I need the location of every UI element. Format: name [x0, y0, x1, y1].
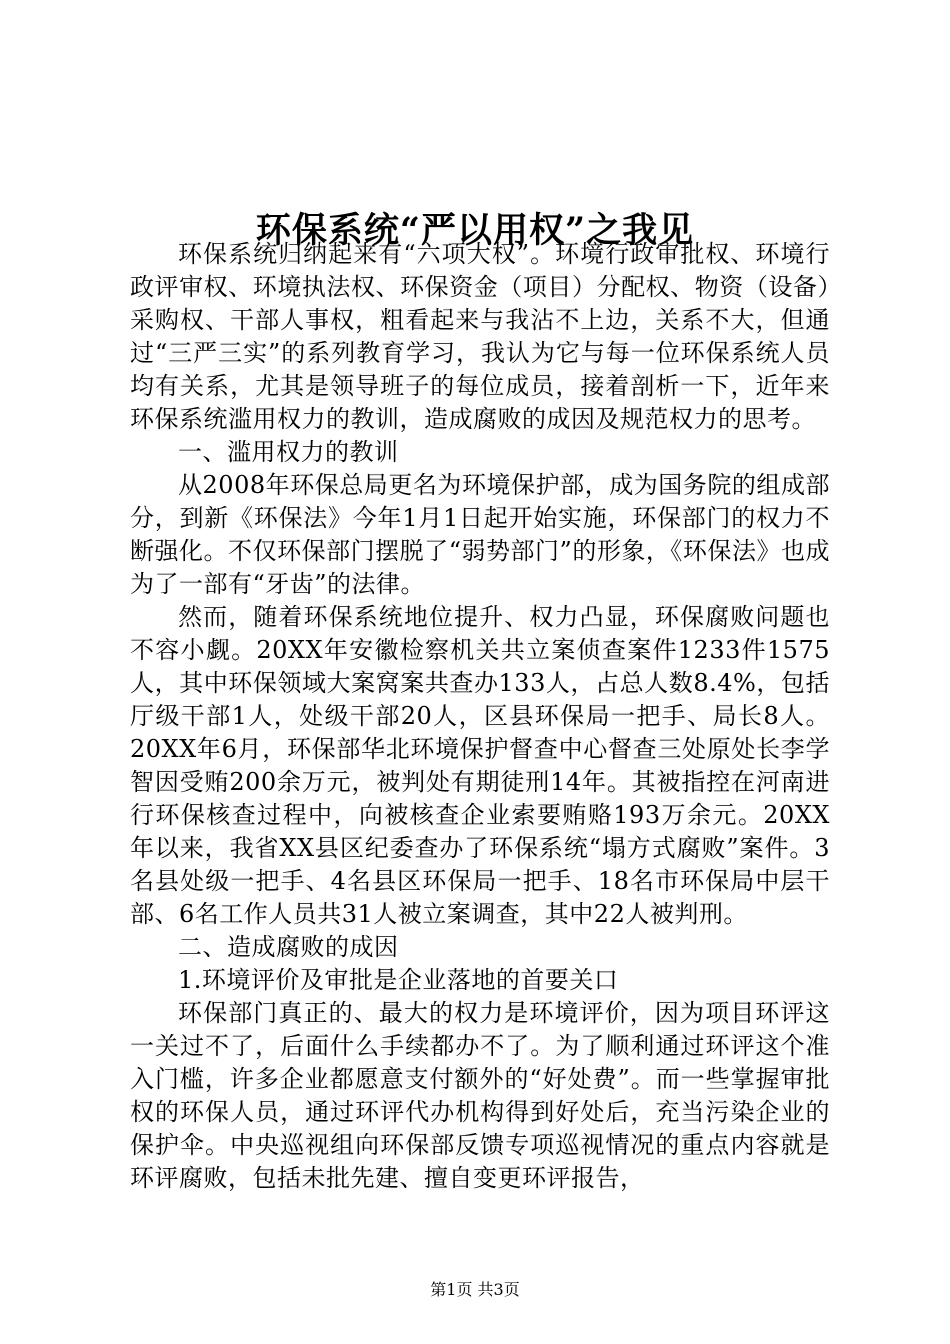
- document-body: [130, 238, 830, 1195]
- page-footer: 第1页 共3页: [430, 1280, 520, 1299]
- section-heading-2: 二、造成腐败的成因: [178, 933, 399, 961]
- body-paragraph: 然而，随着环保系统地位提升、权力凸显，环保腐败问题也不容小觑。20XX年安徽检察机关共立案侦查案件1233件1575人，其中环保领域大案窝案共查办133人，占总人数8.4%，包括厅级干部1人，处级干部20人，区县环保局一把手、局长8人。20XX年6月，环保部华北环境保护督查中心督查三处原处长李学智因受贿200余万元，被判处有期徒刑14年。其被指控在河南进行环保核查过程中，向被核查企业索要贿赂193万余元。20XX年以来，我省XX县区纪委查办了环保系统“塌方式腐败”案件。3名县处级一把手、4名县区环保局一把手、18名市环保局中层干部、6名工作人员共31人被立案调查，其中22人被判刑。: [130, 603, 830, 928]
- body-paragraph: 从2008年环保总局更名为环境保护部，成为国务院的组成部分，到新《环保法》今年1月1日起开始实施，环保部门的权力不断强化。不仅环保部门摆脱了“弱势部门”的形象，《环保法》也成为了一部有“牙齿”的法律。: [130, 471, 830, 598]
- section-heading-1: 一、滥用权力的教训: [178, 438, 399, 466]
- document-title: 环保系统“严以用权”之我见: [255, 210, 695, 252]
- intro-paragraph: 环保系统归纳起来有“六项大权”。环境行政审批权、环境行政评审权、环境执法权、环保资金（项目）分配权、物资（设备）采购权、干部人事权，粗看起来与我沾不上边，关系不大，但通过“三严三实”的系列教育学习，我认为它与每一位环保系统人员均有关系，尤其是领导班子的每位成员，接着剖析一下，近年来环保系统滥用权力的教训，造成腐败的成因及规范权力的思考。: [130, 240, 830, 433]
- body-paragraph: 环保部门真正的、最大的权力是环境评价，因为项目环评这一关过不了，后面什么手续都办不了。为了顺利通过环评这个准入门槛，许多企业都愿意支付额外的“好处费”。而一些掌握审批权的环保人员，通过环评代办机构得到好处后，充当污染企业的保护伞。中央巡视组向环保部反馈专项巡视情况的重点内容就是环评腐败，包括未批先建、擅自变更环评报告，: [130, 999, 830, 1192]
- subsection-heading-1: 1.环境评价及审批是企业落地的首要关口: [178, 966, 619, 994]
